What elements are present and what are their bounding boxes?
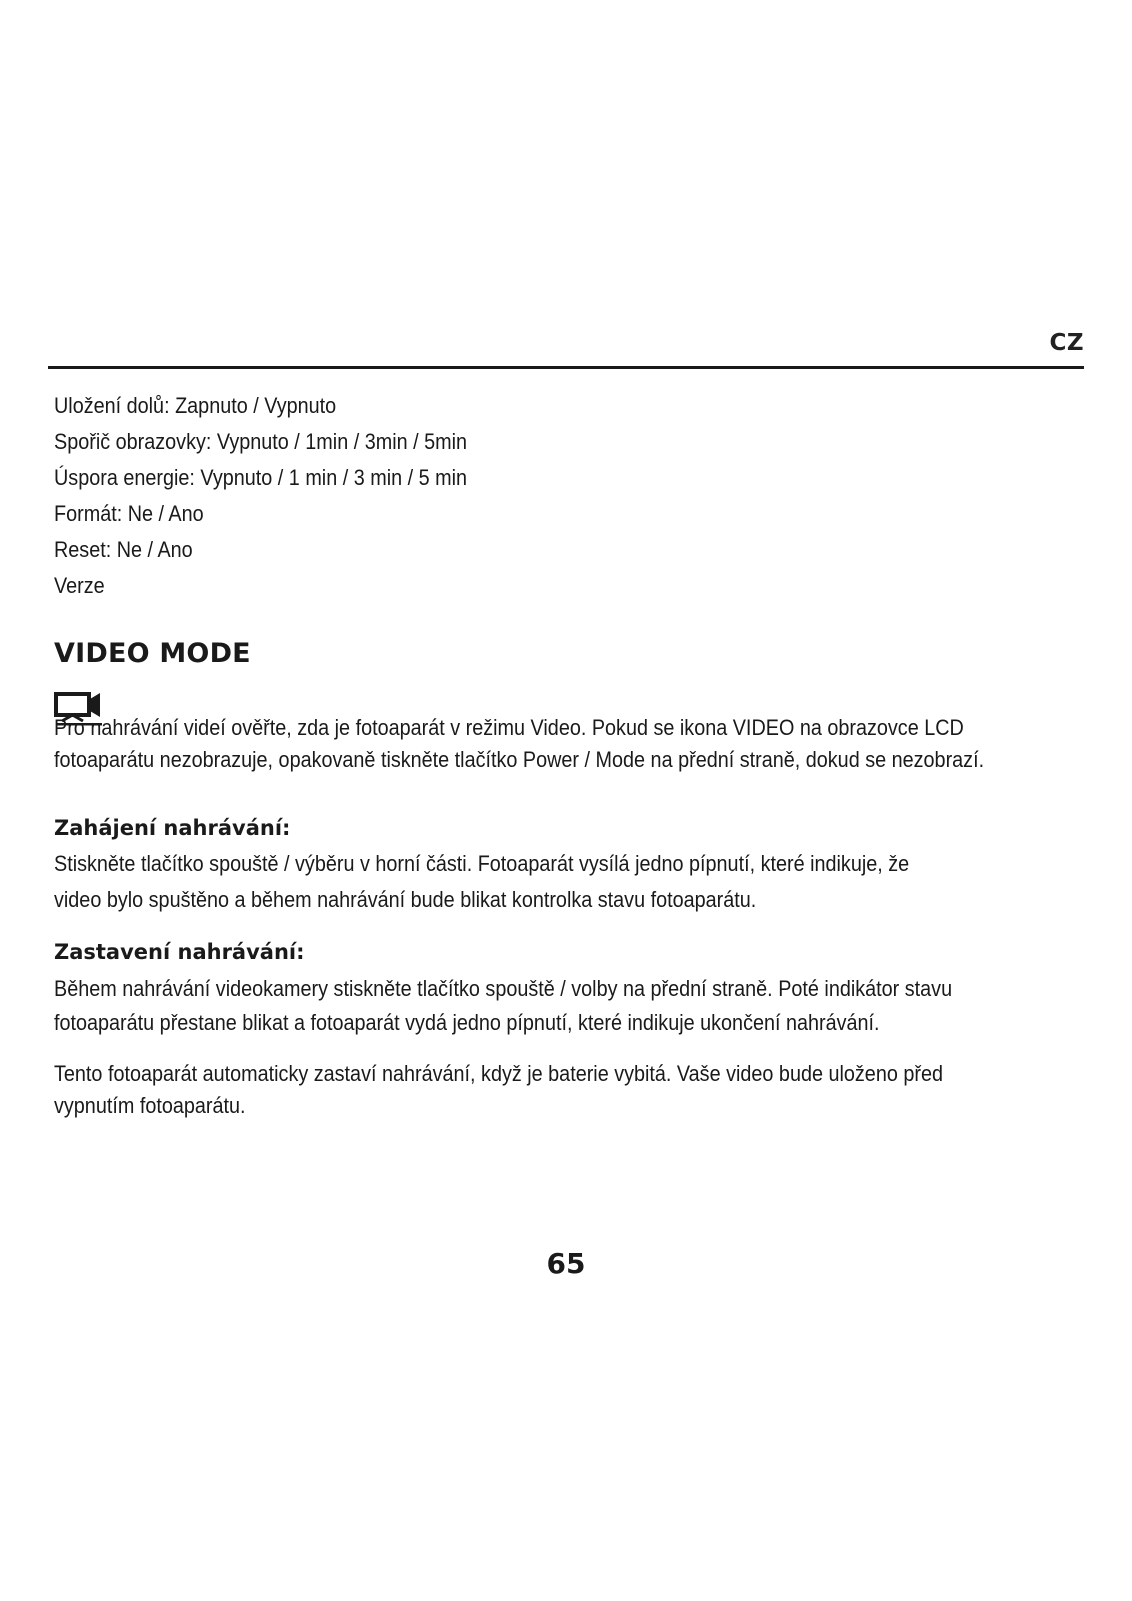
start-recording-line: Stiskněte tlačítko spouště / výběru v horní části. Fotoaparát vysílá jedno pípnutí, které indikuje, že — [54, 851, 910, 876]
heading-start-recording: Zahájení nahrávání: — [54, 816, 291, 840]
language-code: CZ — [1049, 330, 1084, 356]
header-divider — [48, 366, 1084, 369]
settings-item-version: Verze — [54, 573, 105, 598]
settings-item-save-down: Uložení dolů: Zapnuto / Vypnuto — [54, 393, 337, 418]
settings-item-power-saving: Úspora energie: Vypnuto / 1 min / 3 min / 5 min — [54, 465, 468, 490]
auto-stop-line: Tento fotoaparát automaticky zastaví nahrávání, když je baterie vybitá. Vaše video bude uloženo před — [54, 1061, 943, 1086]
settings-item-reset: Reset: Ne / Ano — [54, 537, 193, 562]
settings-item-format: Formát: Ne / Ano — [54, 501, 204, 526]
video-mode-intro-line: Pro nahrávání videí ověřte, zda je fotoaparát v režimu Video. Pokud se ikona VIDEO na obrazovce LCD — [54, 715, 964, 740]
video-mode-intro — [54, 712, 1044, 776]
settings-item-screensaver: Spořič obrazovky: Vypnuto / 1min / 3min / 5min — [54, 429, 468, 454]
heading-stop-recording: Zastavení nahrávání: — [54, 940, 305, 964]
section-title-video-mode: VIDEO MODE — [54, 638, 251, 669]
stop-recording-line: Během nahrávání videokamery stiskněte tlačítko spouště / volby na přední straně. Poté indikátor stavu — [54, 976, 953, 1001]
start-recording-line: video bylo spuštěno a během nahrávání bude blikat kontrolka stavu fotoaparátu. — [54, 887, 757, 912]
auto-stop-line: vypnutím fotoaparátu. — [54, 1093, 246, 1118]
video-mode-intro-line: fotoaparátu nezobrazuje, opakovaně tiskněte tlačítko Power / Mode na přední straně, dokud se nezobrazí. — [54, 747, 985, 772]
settings-list — [54, 388, 513, 604]
page-number: 65 — [546, 1247, 586, 1280]
start-recording-text — [54, 846, 1044, 918]
stop-recording-line: fotoaparátu přestane blikat a fotoaparát vydá jedno pípnutí, které indikuje ukončení nahrávání. — [54, 1010, 880, 1035]
stop-recording-text — [54, 972, 1044, 1040]
auto-stop-text — [54, 1058, 1044, 1122]
